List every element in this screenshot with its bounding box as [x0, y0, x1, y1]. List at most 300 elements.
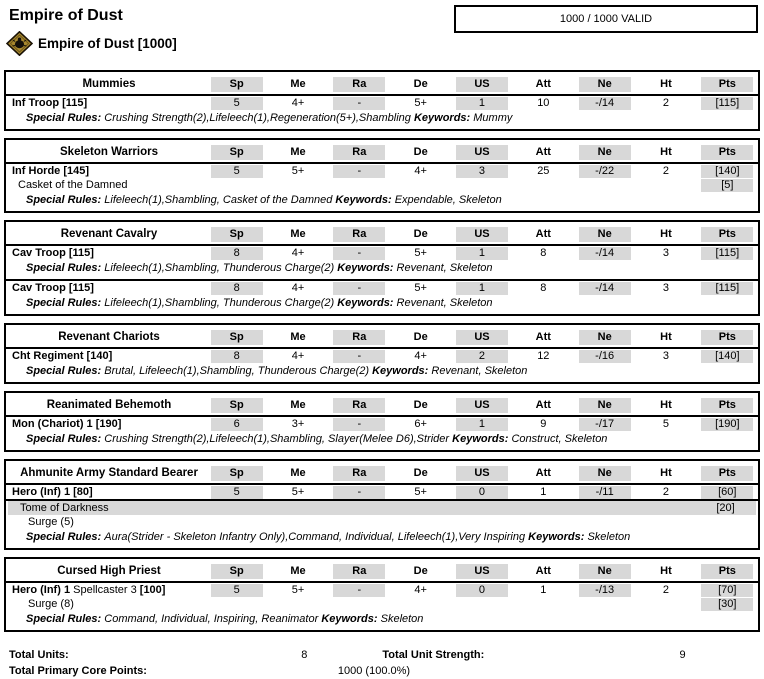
stat-value: 2 — [662, 485, 670, 498]
unit-stats-row — [6, 164, 758, 178]
column-header-ne — [574, 330, 635, 345]
stat-ra — [329, 486, 390, 499]
stat-us — [451, 165, 512, 178]
stat-us — [451, 282, 512, 295]
stat-pts — [697, 584, 758, 597]
stat-ra — [329, 350, 390, 363]
column-header-de — [390, 564, 451, 579]
column-header-sp — [206, 398, 267, 413]
column-header-label: Me — [290, 330, 306, 343]
stat-value: 3+ — [291, 417, 305, 430]
unit-header-row — [6, 224, 758, 246]
column-header-pts — [697, 77, 758, 92]
column-header-label: US — [456, 145, 508, 160]
column-header-label: Ra — [333, 564, 385, 579]
column-header-sp — [206, 227, 267, 242]
special-rules-value: Brutal, Lifeleech(1),Shambling, Thunderous Charge(2) — [104, 365, 373, 377]
stat-me — [267, 165, 328, 178]
column-header-label: US — [456, 77, 508, 92]
column-header-label: Ht — [660, 77, 672, 90]
stat-ne — [574, 584, 635, 597]
stat-sp — [206, 584, 267, 597]
stat-sp — [206, 97, 267, 110]
column-header-ht — [635, 145, 696, 160]
stat-ht — [635, 282, 696, 295]
unit-header-row — [6, 327, 758, 349]
stat-value: 25 — [537, 164, 550, 177]
column-header-label: Me — [290, 564, 306, 577]
stat-ht — [635, 165, 696, 178]
stat-value: 5 — [211, 97, 263, 110]
special-rules-value: Crushing Strength(2),Lifeleech(1),Shambling, Slayer(Melee D6),Strider — [104, 433, 453, 445]
keywords-value: Revenant, Skeleton — [396, 297, 493, 309]
keywords-label: Keywords: — [337, 262, 397, 274]
keywords-label: Keywords: — [372, 365, 432, 377]
column-header-de — [390, 330, 451, 345]
unit-block — [4, 391, 760, 452]
column-header-me — [267, 466, 328, 481]
column-header-label: US — [456, 398, 508, 413]
column-header-label: US — [456, 564, 508, 579]
special-rules-label: Special Rules: — [26, 297, 105, 309]
stat-ht — [635, 584, 696, 597]
stat-pts — [697, 247, 758, 260]
upgrade-text: Surge (8) — [28, 598, 74, 610]
column-header-us — [451, 398, 512, 413]
stat-att — [513, 97, 574, 110]
column-header-label: Ht — [660, 398, 672, 411]
stat-value: 5+ — [414, 246, 427, 259]
column-header-ht — [635, 227, 696, 242]
stat-value: 5 — [211, 584, 263, 597]
column-header-label: Pts — [701, 564, 753, 579]
stat-ht — [635, 486, 696, 499]
special-rules-row — [6, 260, 758, 279]
column-header-label: Sp — [211, 227, 263, 242]
column-header-sp — [206, 145, 267, 160]
column-header-label: Me — [290, 466, 306, 479]
column-header-label: Pts — [701, 398, 753, 413]
stat-value: [140] — [701, 350, 753, 363]
special-rules-row — [6, 363, 758, 382]
column-header-label: Pts — [701, 227, 753, 242]
stat-value: 8 — [540, 246, 547, 259]
keywords-value: Expendable, Skeleton — [394, 194, 502, 206]
keywords-label: Keywords: — [413, 112, 474, 124]
upgrade-pts — [697, 179, 758, 192]
column-header-label: Pts — [701, 330, 753, 345]
stat-ne — [574, 350, 635, 363]
stat-value: 10 — [537, 96, 550, 109]
column-header-pts — [697, 227, 758, 242]
stat-value: 4+ — [414, 164, 427, 177]
special-rules-row — [6, 529, 758, 548]
column-header-label: US — [456, 466, 508, 481]
special-rules-row — [6, 192, 758, 211]
stat-ne — [574, 418, 635, 431]
keywords-label: Keywords: — [337, 297, 397, 309]
stat-value: 5 — [211, 486, 263, 499]
special-rules-value: Lifeleech(1),Shambling, Casket of the Damned — [104, 194, 336, 206]
column-header-pts — [697, 564, 758, 579]
stat-me — [267, 584, 328, 597]
validity-text: 1000 / 1000 VALID — [559, 13, 653, 25]
column-header-me — [267, 564, 328, 579]
column-header-att — [513, 564, 574, 579]
stat-att — [513, 247, 574, 260]
unit-block — [4, 70, 760, 131]
stat-ra — [329, 165, 390, 178]
stat-value: 4+ — [291, 349, 305, 362]
column-header-label: Att — [535, 330, 551, 343]
unit-entry-name-part: Hero (Inf) 1 — [12, 584, 74, 596]
special-rules-row — [6, 110, 758, 129]
unit-spell-row — [6, 597, 758, 611]
stat-value: [140] — [701, 165, 753, 178]
column-header-label: Me — [290, 77, 306, 90]
stat-me — [267, 486, 328, 499]
stat-value: 5+ — [291, 485, 305, 498]
special-rules-text — [6, 296, 758, 310]
column-header-label: Att — [535, 77, 551, 90]
army-subtitle: Empire of Dust [1000] — [38, 36, 177, 51]
column-header-pts — [697, 466, 758, 481]
stat-value: 4+ — [291, 246, 305, 259]
unit-entry-name-part: Inf Troop [115] — [12, 97, 88, 109]
special-rules-value: Command, Individual, Inspiring, Reanimator — [104, 613, 322, 625]
stat-ra — [329, 247, 390, 260]
stat-de — [390, 486, 451, 499]
stat-value: - — [333, 418, 385, 431]
stat-value: -/14 — [579, 247, 631, 260]
stat-pts — [697, 165, 758, 178]
column-header-label: Sp — [211, 145, 263, 160]
special-rules-label: Special Rules: — [26, 433, 105, 445]
total-primary-core-points-value: 1000 (100.0%) — [337, 665, 411, 677]
column-header-ra — [329, 564, 390, 579]
stat-sp — [206, 282, 267, 295]
keywords-value: Skeleton — [380, 613, 424, 625]
stat-us — [451, 350, 512, 363]
column-header-us — [451, 330, 512, 345]
units-container — [4, 70, 760, 632]
special-rules-value: Aura(Strider - Skeleton Infantry Only),Command, Individual, Lifeleech(1),Very Inspiring — [104, 531, 529, 543]
keywords-value: Mummy — [473, 112, 513, 124]
stat-sp — [206, 486, 267, 499]
column-header-me — [267, 145, 328, 160]
stat-us — [451, 247, 512, 260]
stat-ra — [329, 282, 390, 295]
upgrade-text: Tome of Darkness — [20, 502, 109, 514]
stat-value: 2 — [662, 583, 670, 596]
column-header-label: De — [413, 466, 428, 479]
column-header-label: Me — [290, 227, 306, 240]
column-header-pts — [697, 145, 758, 160]
column-header-ne — [574, 145, 635, 160]
stat-value: 1 — [456, 97, 508, 110]
column-header-pts — [697, 330, 758, 345]
column-header-att — [513, 398, 574, 413]
stat-de — [390, 282, 451, 295]
unit-spell-row — [6, 515, 758, 529]
stat-value: 1 — [540, 485, 547, 498]
column-header-us — [451, 145, 512, 160]
stat-value: 1 — [540, 583, 547, 596]
keywords-label: Keywords: — [335, 194, 395, 206]
column-header-label: Ne — [579, 77, 631, 92]
column-header-label: Ra — [333, 77, 385, 92]
upgrade-pts-value: [30] — [701, 598, 753, 611]
stat-value: - — [333, 165, 385, 178]
column-header-us — [451, 227, 512, 242]
column-header-us — [451, 466, 512, 481]
unit-stats-row — [6, 281, 758, 295]
unit-header-row — [6, 74, 758, 96]
keywords-label: Keywords: — [528, 531, 588, 543]
column-header-label: Ht — [660, 564, 672, 577]
stat-value: -/13 — [579, 584, 631, 597]
stat-value: - — [333, 350, 385, 363]
column-header-ra — [329, 398, 390, 413]
column-header-label: US — [456, 330, 508, 345]
stat-value: 5+ — [291, 164, 305, 177]
column-header-sp — [206, 77, 267, 92]
unit-header-row — [6, 395, 758, 417]
stat-value: -/14 — [579, 282, 631, 295]
special-rules-text — [6, 432, 758, 446]
stat-value: 6 — [211, 418, 263, 431]
column-header-sp — [206, 564, 267, 579]
column-header-label: Sp — [211, 77, 263, 92]
stat-value: [190] — [701, 418, 753, 431]
stat-att — [513, 165, 574, 178]
special-rules-value: Lifeleech(1),Shambling, Thunderous Charge(2) — [104, 297, 338, 309]
stat-de — [390, 584, 451, 597]
column-header-de — [390, 145, 451, 160]
column-header-att — [513, 77, 574, 92]
column-header-label: Sp — [211, 564, 263, 579]
stat-me — [267, 350, 328, 363]
column-header-me — [267, 330, 328, 345]
keywords-value: Skeleton — [587, 531, 631, 543]
column-header-de — [390, 227, 451, 242]
column-header-label: De — [413, 227, 428, 240]
stat-value: 3 — [662, 246, 670, 259]
stat-value: -/14 — [579, 97, 631, 110]
unit-entry-name-part: Cav Troop [115] — [12, 247, 94, 259]
column-header-ra — [329, 330, 390, 345]
scarab-diamond-icon — [6, 31, 33, 56]
unit-block — [4, 220, 760, 316]
stat-ht — [635, 350, 696, 363]
column-header-label: Ra — [333, 227, 385, 242]
column-header-ht — [635, 564, 696, 579]
column-header-me — [267, 77, 328, 92]
column-header-att — [513, 466, 574, 481]
upgrade-pts — [695, 502, 756, 515]
stat-value: 2 — [662, 96, 670, 109]
stat-us — [451, 97, 512, 110]
stat-value: 2 — [456, 350, 508, 363]
column-header-label: Att — [535, 398, 551, 411]
column-header-ht — [635, 398, 696, 413]
column-header-label: Ht — [660, 145, 672, 158]
stat-me — [267, 247, 328, 260]
stat-me — [267, 97, 328, 110]
unit-stats-row — [6, 349, 758, 363]
column-header-label: Me — [290, 145, 306, 158]
stat-ht — [635, 418, 696, 431]
stat-ht — [635, 97, 696, 110]
unit-header-row — [6, 561, 758, 583]
stat-att — [513, 350, 574, 363]
totals-footer — [4, 639, 760, 679]
stat-value: -/17 — [579, 418, 631, 431]
column-header-label: Ne — [579, 466, 631, 481]
stat-value: 1 — [456, 247, 508, 260]
stat-pts — [697, 282, 758, 295]
column-header-ht — [635, 466, 696, 481]
unit-name: Revenant Chariots — [58, 331, 160, 343]
stat-de — [390, 418, 451, 431]
column-header-me — [267, 398, 328, 413]
unit-entry-name-part: Cht Regiment [140] — [12, 350, 113, 362]
column-header-label: Ra — [333, 398, 385, 413]
stat-de — [390, 350, 451, 363]
keywords-value: Revenant, Skeleton — [431, 365, 528, 377]
stat-value: 8 — [540, 281, 547, 294]
upgrade-text: Surge (5) — [28, 516, 74, 528]
stat-value: 5+ — [414, 485, 427, 498]
unit-stats-row — [6, 417, 758, 431]
stat-value: 2 — [662, 164, 670, 177]
column-header-ht — [635, 77, 696, 92]
stat-att — [513, 486, 574, 499]
stat-pts — [697, 350, 758, 363]
stat-value: - — [333, 282, 385, 295]
stat-pts — [697, 418, 758, 431]
unit-block — [4, 323, 760, 384]
column-header-label: Ne — [579, 398, 631, 413]
unit-entry-name — [6, 97, 206, 109]
stat-sp — [206, 350, 267, 363]
stat-pts — [697, 486, 758, 499]
special-rules-text — [6, 193, 758, 207]
column-header-label: Pts — [701, 145, 753, 160]
column-header-ne — [574, 227, 635, 242]
column-header-label: De — [413, 145, 428, 158]
stat-value: -/22 — [579, 165, 631, 178]
special-rules-label: Special Rules: — [26, 262, 105, 274]
column-header-label: Att — [535, 564, 551, 577]
stat-att — [513, 282, 574, 295]
unit-block — [4, 138, 760, 213]
stat-value: 0 — [456, 584, 508, 597]
column-header-att — [513, 145, 574, 160]
stat-value: 5+ — [291, 583, 305, 596]
special-rules-row — [6, 431, 758, 450]
stat-value: - — [333, 247, 385, 260]
column-header-label: Ne — [579, 145, 631, 160]
total-unit-strength-value: 9 — [679, 649, 686, 661]
unit-name: Ahmunite Army Standard Bearer — [20, 467, 198, 479]
special-rules-text — [6, 261, 758, 275]
stat-value: -/16 — [579, 350, 631, 363]
unit-header-row — [6, 463, 758, 485]
totals-row-2 — [9, 663, 760, 679]
column-header-label: De — [413, 564, 428, 577]
stat-value: 8 — [211, 350, 263, 363]
stat-sp — [206, 418, 267, 431]
stat-me — [267, 418, 328, 431]
stat-value: - — [333, 486, 385, 499]
column-header-att — [513, 227, 574, 242]
keywords-label: Keywords: — [452, 433, 512, 445]
stat-ne — [574, 247, 635, 260]
stat-value: 3 — [662, 349, 670, 362]
upgrade-pts — [697, 598, 758, 611]
stat-sp — [206, 247, 267, 260]
stat-value: 6+ — [414, 417, 427, 430]
stat-ne — [574, 282, 635, 295]
validity-box — [454, 5, 758, 33]
column-header-label: Ne — [579, 330, 631, 345]
column-header-sp — [206, 330, 267, 345]
unit-entry-name-part: Spellcaster 3 — [73, 584, 140, 596]
stat-value: 1 — [456, 282, 508, 295]
column-header-label: Ne — [579, 564, 631, 579]
special-rules-row — [6, 295, 758, 314]
column-header-label: Pts — [701, 466, 753, 481]
stat-ra — [329, 418, 390, 431]
column-header-label: Att — [535, 227, 551, 240]
unit-name: Revenant Cavalry — [60, 228, 158, 240]
column-header-ra — [329, 466, 390, 481]
stat-us — [451, 486, 512, 499]
column-header-us — [451, 564, 512, 579]
unit-stats-row — [6, 583, 758, 597]
column-header-att — [513, 330, 574, 345]
stat-ne — [574, 165, 635, 178]
stat-value: [70] — [701, 584, 753, 597]
stat-value: [60] — [701, 486, 753, 499]
stat-de — [390, 247, 451, 260]
unit-name: Reanimated Behemoth — [46, 399, 172, 411]
column-header-pts — [697, 398, 758, 413]
stat-value: 8 — [211, 282, 263, 295]
army-title: Empire of Dust — [9, 7, 123, 24]
unit-entry-name — [6, 165, 206, 177]
stat-value: 3 — [662, 281, 670, 294]
stat-us — [451, 418, 512, 431]
upgrade-pts-value: [5] — [701, 179, 753, 192]
unit-entry-name-part: Cav Troop [115] — [12, 282, 94, 294]
column-header-ne — [574, 398, 635, 413]
unit-block — [4, 557, 760, 632]
stat-value: 5+ — [414, 96, 427, 109]
stat-att — [513, 584, 574, 597]
unit-stats-row — [6, 246, 758, 260]
keywords-value: Revenant, Skeleton — [396, 262, 493, 274]
unit-entry-name — [6, 350, 206, 362]
column-header-label: Me — [290, 398, 306, 411]
special-rules-text — [6, 612, 758, 626]
stat-pts — [697, 97, 758, 110]
stat-value: 5+ — [414, 281, 427, 294]
stat-de — [390, 97, 451, 110]
column-header-label: US — [456, 227, 508, 242]
stat-value: 4+ — [414, 583, 427, 596]
